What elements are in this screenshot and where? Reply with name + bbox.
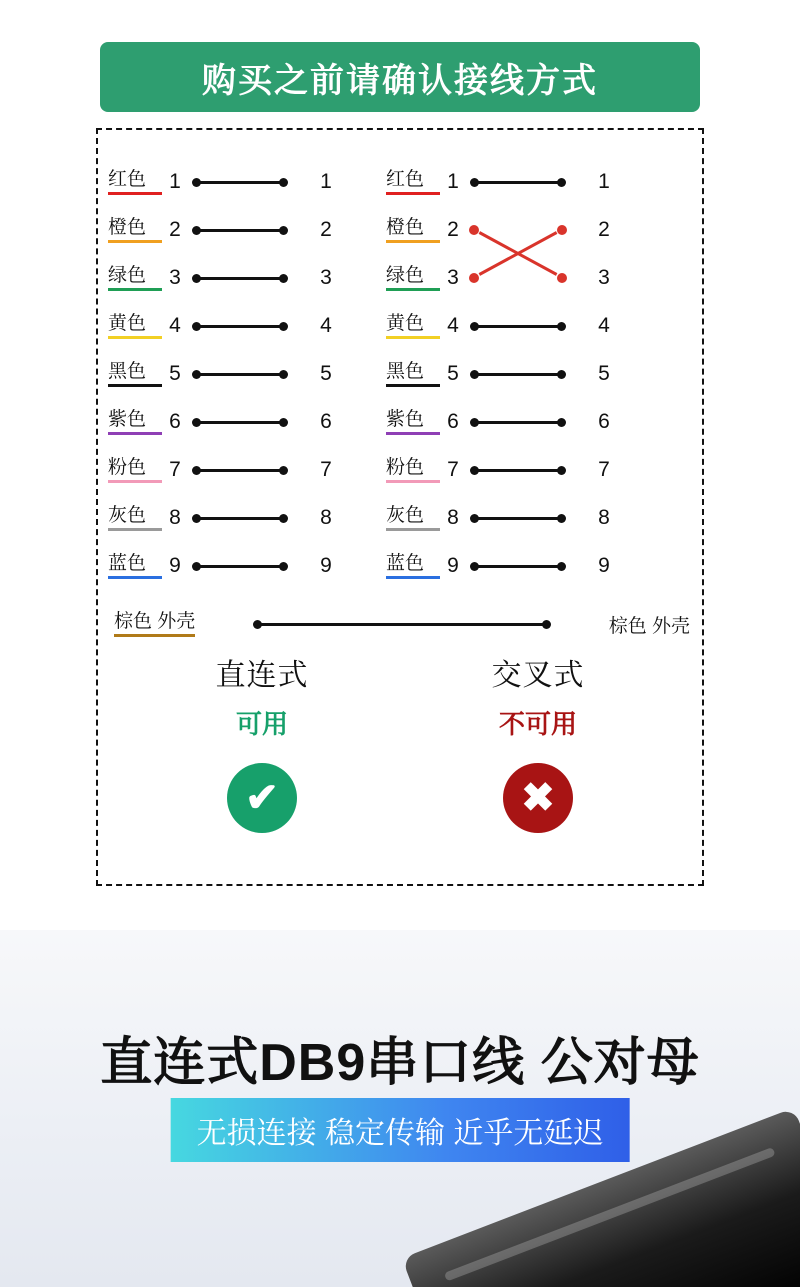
shell-wire-connector (205, 602, 598, 646)
wiring-columns (98, 130, 702, 884)
wire-color-label: 橙色 (108, 217, 162, 243)
pin-number-right: 4 (598, 314, 610, 337)
shell-label-left: 棕色 外壳 (114, 611, 195, 637)
wire-endpoint-dot (279, 562, 288, 571)
pin-number-left: 9 (447, 554, 459, 577)
wire-line (196, 277, 284, 280)
banner-title: 购买之前请确认接线方式 (202, 61, 598, 100)
wire-connector (466, 446, 570, 494)
promo-section (0, 930, 800, 1287)
wire-endpoint-dot (279, 418, 288, 427)
pin-row (108, 302, 388, 350)
verdict-section (98, 650, 702, 880)
verdict-title: 直连式 (215, 659, 309, 692)
pin-number-right: 9 (598, 554, 610, 577)
wire-endpoint-dot (557, 225, 567, 235)
wire-endpoint-dot (279, 514, 288, 523)
pin-row (386, 398, 666, 446)
wire-connector (188, 542, 292, 590)
check-badge (227, 763, 297, 833)
crossed-wire-connector (466, 254, 570, 302)
wire-line (196, 469, 284, 472)
pin-number-left: 5 (169, 362, 181, 385)
shell-label-right: 棕色 外壳 (608, 615, 690, 637)
wire-color-label: 粉色 (108, 457, 162, 483)
pin-number-right: 9 (320, 554, 332, 577)
wire-endpoint-dot (557, 466, 566, 475)
wire-color-label: 红色 (386, 169, 440, 195)
promo-title: 直连式DB9串口线 公对母 (100, 1034, 700, 1092)
wire-line (196, 421, 284, 424)
wire-color-label: 红色 (108, 169, 162, 195)
verdict-straight-through (122, 650, 402, 833)
wire-line (474, 421, 562, 424)
pin-number-left: 6 (447, 410, 459, 433)
pin-row (386, 254, 666, 302)
wire-endpoint-dot (557, 322, 566, 331)
pin-number-left: 2 (447, 218, 459, 241)
wire-connector (466, 398, 570, 446)
wire-color-label: 绿色 (108, 265, 162, 291)
wire-connector (188, 254, 292, 302)
pin-number-right: 2 (320, 218, 332, 241)
pin-row (108, 398, 388, 446)
wire-color-label: 黑色 (386, 361, 440, 387)
wire-line (474, 565, 562, 568)
pin-number-right: 1 (320, 170, 332, 193)
wire-endpoint-dot (557, 418, 566, 427)
pin-row (108, 350, 388, 398)
pin-number-right: 6 (320, 410, 332, 433)
page-banner (100, 42, 700, 112)
pin-number-left: 9 (169, 554, 181, 577)
pin-number-left: 8 (169, 506, 181, 529)
verdict-subtitle: 不可用 (498, 709, 577, 739)
wire-connector (466, 542, 570, 590)
pin-number-left: 7 (169, 458, 181, 481)
pin-row (386, 350, 666, 398)
wire-line (474, 181, 562, 184)
pin-number-right: 8 (320, 506, 332, 529)
wire-connector (466, 302, 570, 350)
wire-color-label: 灰色 (386, 505, 440, 531)
pin-number-right: 6 (598, 410, 610, 433)
pin-row (108, 494, 388, 542)
wire-endpoint-dot (279, 178, 288, 187)
pin-row (386, 446, 666, 494)
pin-number-right: 3 (598, 266, 610, 289)
cross-badge (503, 763, 573, 833)
pin-number-left: 1 (169, 170, 181, 193)
pin-number-right: 5 (598, 362, 610, 385)
wire-connector (188, 494, 292, 542)
cross-icon: ✖ (521, 776, 555, 820)
wire-connector (188, 206, 292, 254)
pin-row (386, 302, 666, 350)
crossover-column (386, 158, 666, 590)
wire-line (474, 373, 562, 376)
pin-number-left: 1 (447, 170, 459, 193)
pin-number-right: 2 (598, 218, 610, 241)
wire-line (196, 565, 284, 568)
pin-number-left: 3 (447, 266, 459, 289)
wire-endpoint-dot (469, 225, 479, 235)
pin-number-left: 2 (169, 218, 181, 241)
wire-line (196, 373, 284, 376)
pin-number-left: 7 (447, 458, 459, 481)
wire-color-label: 黑色 (108, 361, 162, 387)
wire-connector (466, 158, 570, 206)
wire-color-label: 紫色 (108, 409, 162, 435)
wire-endpoint-dot (557, 370, 566, 379)
promo-subtitle: 无损连接 稳定传输 近乎无延迟 (171, 1098, 630, 1162)
pin-number-right: 8 (598, 506, 610, 529)
wire-endpoint-dot (279, 274, 288, 283)
pin-number-right: 1 (598, 170, 610, 193)
wire-endpoint-dot (279, 370, 288, 379)
pin-number-right: 5 (320, 362, 332, 385)
pin-row (108, 254, 388, 302)
pin-number-right: 7 (598, 458, 610, 481)
wire-line (196, 181, 284, 184)
pin-number-left: 4 (169, 314, 181, 337)
wire-connector (188, 350, 292, 398)
verdict-crossover (398, 650, 678, 833)
wire-line (257, 623, 546, 626)
pin-row (386, 542, 666, 590)
pin-row (108, 206, 388, 254)
wiring-diagram-box (96, 128, 704, 886)
wire-connector (188, 446, 292, 494)
pin-number-right: 7 (320, 458, 332, 481)
pin-number-left: 3 (169, 266, 181, 289)
wire-endpoint-dot (279, 466, 288, 475)
wire-line (474, 517, 562, 520)
pin-number-left: 5 (447, 362, 459, 385)
wire-endpoint-dot (279, 226, 288, 235)
shell-connection-row (114, 602, 690, 646)
crossed-wire-connector (466, 206, 570, 254)
wire-color-label: 黄色 (386, 313, 440, 339)
wire-endpoint-dot (557, 514, 566, 523)
wire-connector (188, 302, 292, 350)
verdict-subtitle: 可用 (235, 709, 288, 739)
wire-connector (188, 398, 292, 446)
pin-row (386, 206, 666, 254)
pin-row (108, 158, 388, 206)
pin-row (108, 542, 388, 590)
cable-highlight (443, 1147, 776, 1282)
pin-number-right: 3 (320, 266, 332, 289)
wire-color-label: 蓝色 (386, 553, 440, 579)
pin-number-left: 8 (447, 506, 459, 529)
wire-color-label: 绿色 (386, 265, 440, 291)
straight-through-column (108, 158, 388, 590)
pin-row (386, 158, 666, 206)
wire-endpoint-dot (557, 178, 566, 187)
pin-row (386, 494, 666, 542)
pin-number-left: 4 (447, 314, 459, 337)
wire-color-label: 粉色 (386, 457, 440, 483)
verdict-title: 交叉式 (491, 659, 585, 692)
check-icon: ✔ (245, 776, 279, 820)
pin-number-right: 4 (320, 314, 332, 337)
wire-line (474, 469, 562, 472)
wire-endpoint-dot (542, 620, 551, 629)
pin-row (108, 446, 388, 494)
wire-endpoint-dot (557, 562, 566, 571)
wire-line (196, 229, 284, 232)
pin-number-left: 6 (169, 410, 181, 433)
wire-connector (188, 158, 292, 206)
wire-color-label: 蓝色 (108, 553, 162, 579)
wire-line (196, 517, 284, 520)
wire-color-label: 黄色 (108, 313, 162, 339)
wire-color-label: 橙色 (386, 217, 440, 243)
wire-endpoint-dot (279, 322, 288, 331)
wire-color-label: 紫色 (386, 409, 440, 435)
wire-connector (466, 350, 570, 398)
wire-line (196, 325, 284, 328)
wire-color-label: 灰色 (108, 505, 162, 531)
wire-connector (466, 494, 570, 542)
wire-line (474, 325, 562, 328)
